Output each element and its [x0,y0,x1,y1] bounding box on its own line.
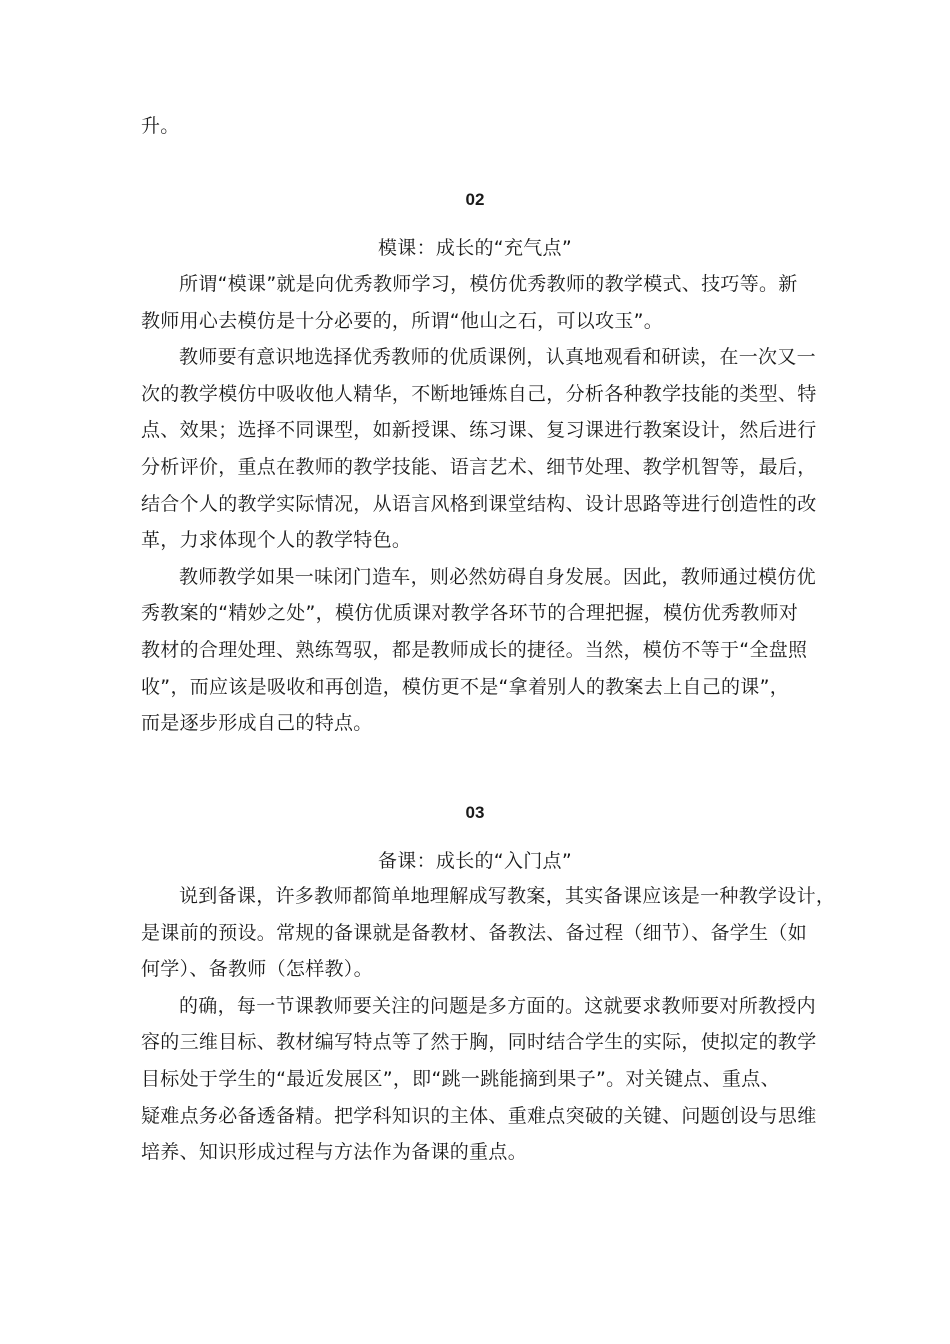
paragraph-line: 何学）、备教师（怎样教）。 [141,958,373,981]
paragraph-line: 教师教学如果一味闭门造车，则必然妨碍自身发展。因此，教师通过模仿优 [179,565,816,588]
paragraph-line: 培养、知识形成过程与方法作为备课的重点。 [141,1141,528,1164]
paragraph-line: 升。 [141,115,180,137]
paragraph-line: 结合个人的教学实际情况，从语言风格到课堂结构、设计思路等进行创造性的改 [141,492,817,515]
paragraph-line: 分析评价，重点在教师的教学技能、语言艺术、细节处理、教学机智等，最后， [141,455,817,478]
paragraph-line: 次的教学模仿中吸收他人精华，不断地锤炼自己，分析各种教学技能的类型、特 [141,382,817,405]
section-title: 备课：成长的“入门点” [378,850,572,872]
paragraph-line: 教师用心去模仿是十分必要的，所谓“他山之石，可以攻玉”。 [141,309,664,332]
paragraph-line: 目标处于学生的“最近发展区”，即“跳一跳能摘到果子”。对关键点、重点、 [141,1067,780,1090]
paragraph-line: 说到备课，许多教师都简单地理解成写教案，其实备课应该是一种教学设计， [179,885,836,907]
paragraph-line: 的确，每一节课教师要关注的问题是多方面的。这就要求教师要对所教授内 [179,994,816,1017]
section-body [141,266,817,742]
paragraph-line: 教材的合理处理、熟练驾驭，都是教师成长的捷径。当然，模仿不等于“全盘照 [141,638,808,661]
intro-tail [141,108,811,145]
paragraph-line: 收”，而应该是吸收和再创造，模仿更不是“拿着别人的教案去上自己的课”， [141,675,790,698]
section-title: 模课：成长的“充气点” [378,237,572,259]
paragraph-line: 是课前的预设。常规的备课就是备教材、备教法、备过程（细节）、备学生（如 [141,921,808,944]
paragraph-line: 疑难点务必备透备精。把学科知识的主体、重难点突破的关键、问题创设与思维 [141,1104,817,1127]
paragraph-line: 容的三维目标、教材编写特点等了然于胸，同时结合学生的实际，使拟定的教学 [141,1031,817,1054]
paragraph-line: 所谓“模课”就是向优秀教师学习，模仿优秀教师的教学模式、技巧等。新 [179,273,798,295]
paragraph-line: 秀教案的“精妙之处”，模仿优质课对教学各环节的合理把握，模仿优秀教师对 [141,602,799,625]
paragraph-line: 而是逐步形成自己的特点。 [141,712,373,735]
paragraph-line: 教师要有意识地选择优秀教师的优质课例，认真地观看和研读，在一次又一 [179,346,816,369]
paragraph-line: 点、效果；选择不同课型，如新授课、练习课、复习课进行教案设计，然后进行 [141,419,817,442]
section-number: 02 [465,190,485,209]
section-body [141,878,836,1171]
paragraph-line: 革，力求体现个人的教学特色。 [141,529,412,552]
section-number: 03 [465,803,485,822]
